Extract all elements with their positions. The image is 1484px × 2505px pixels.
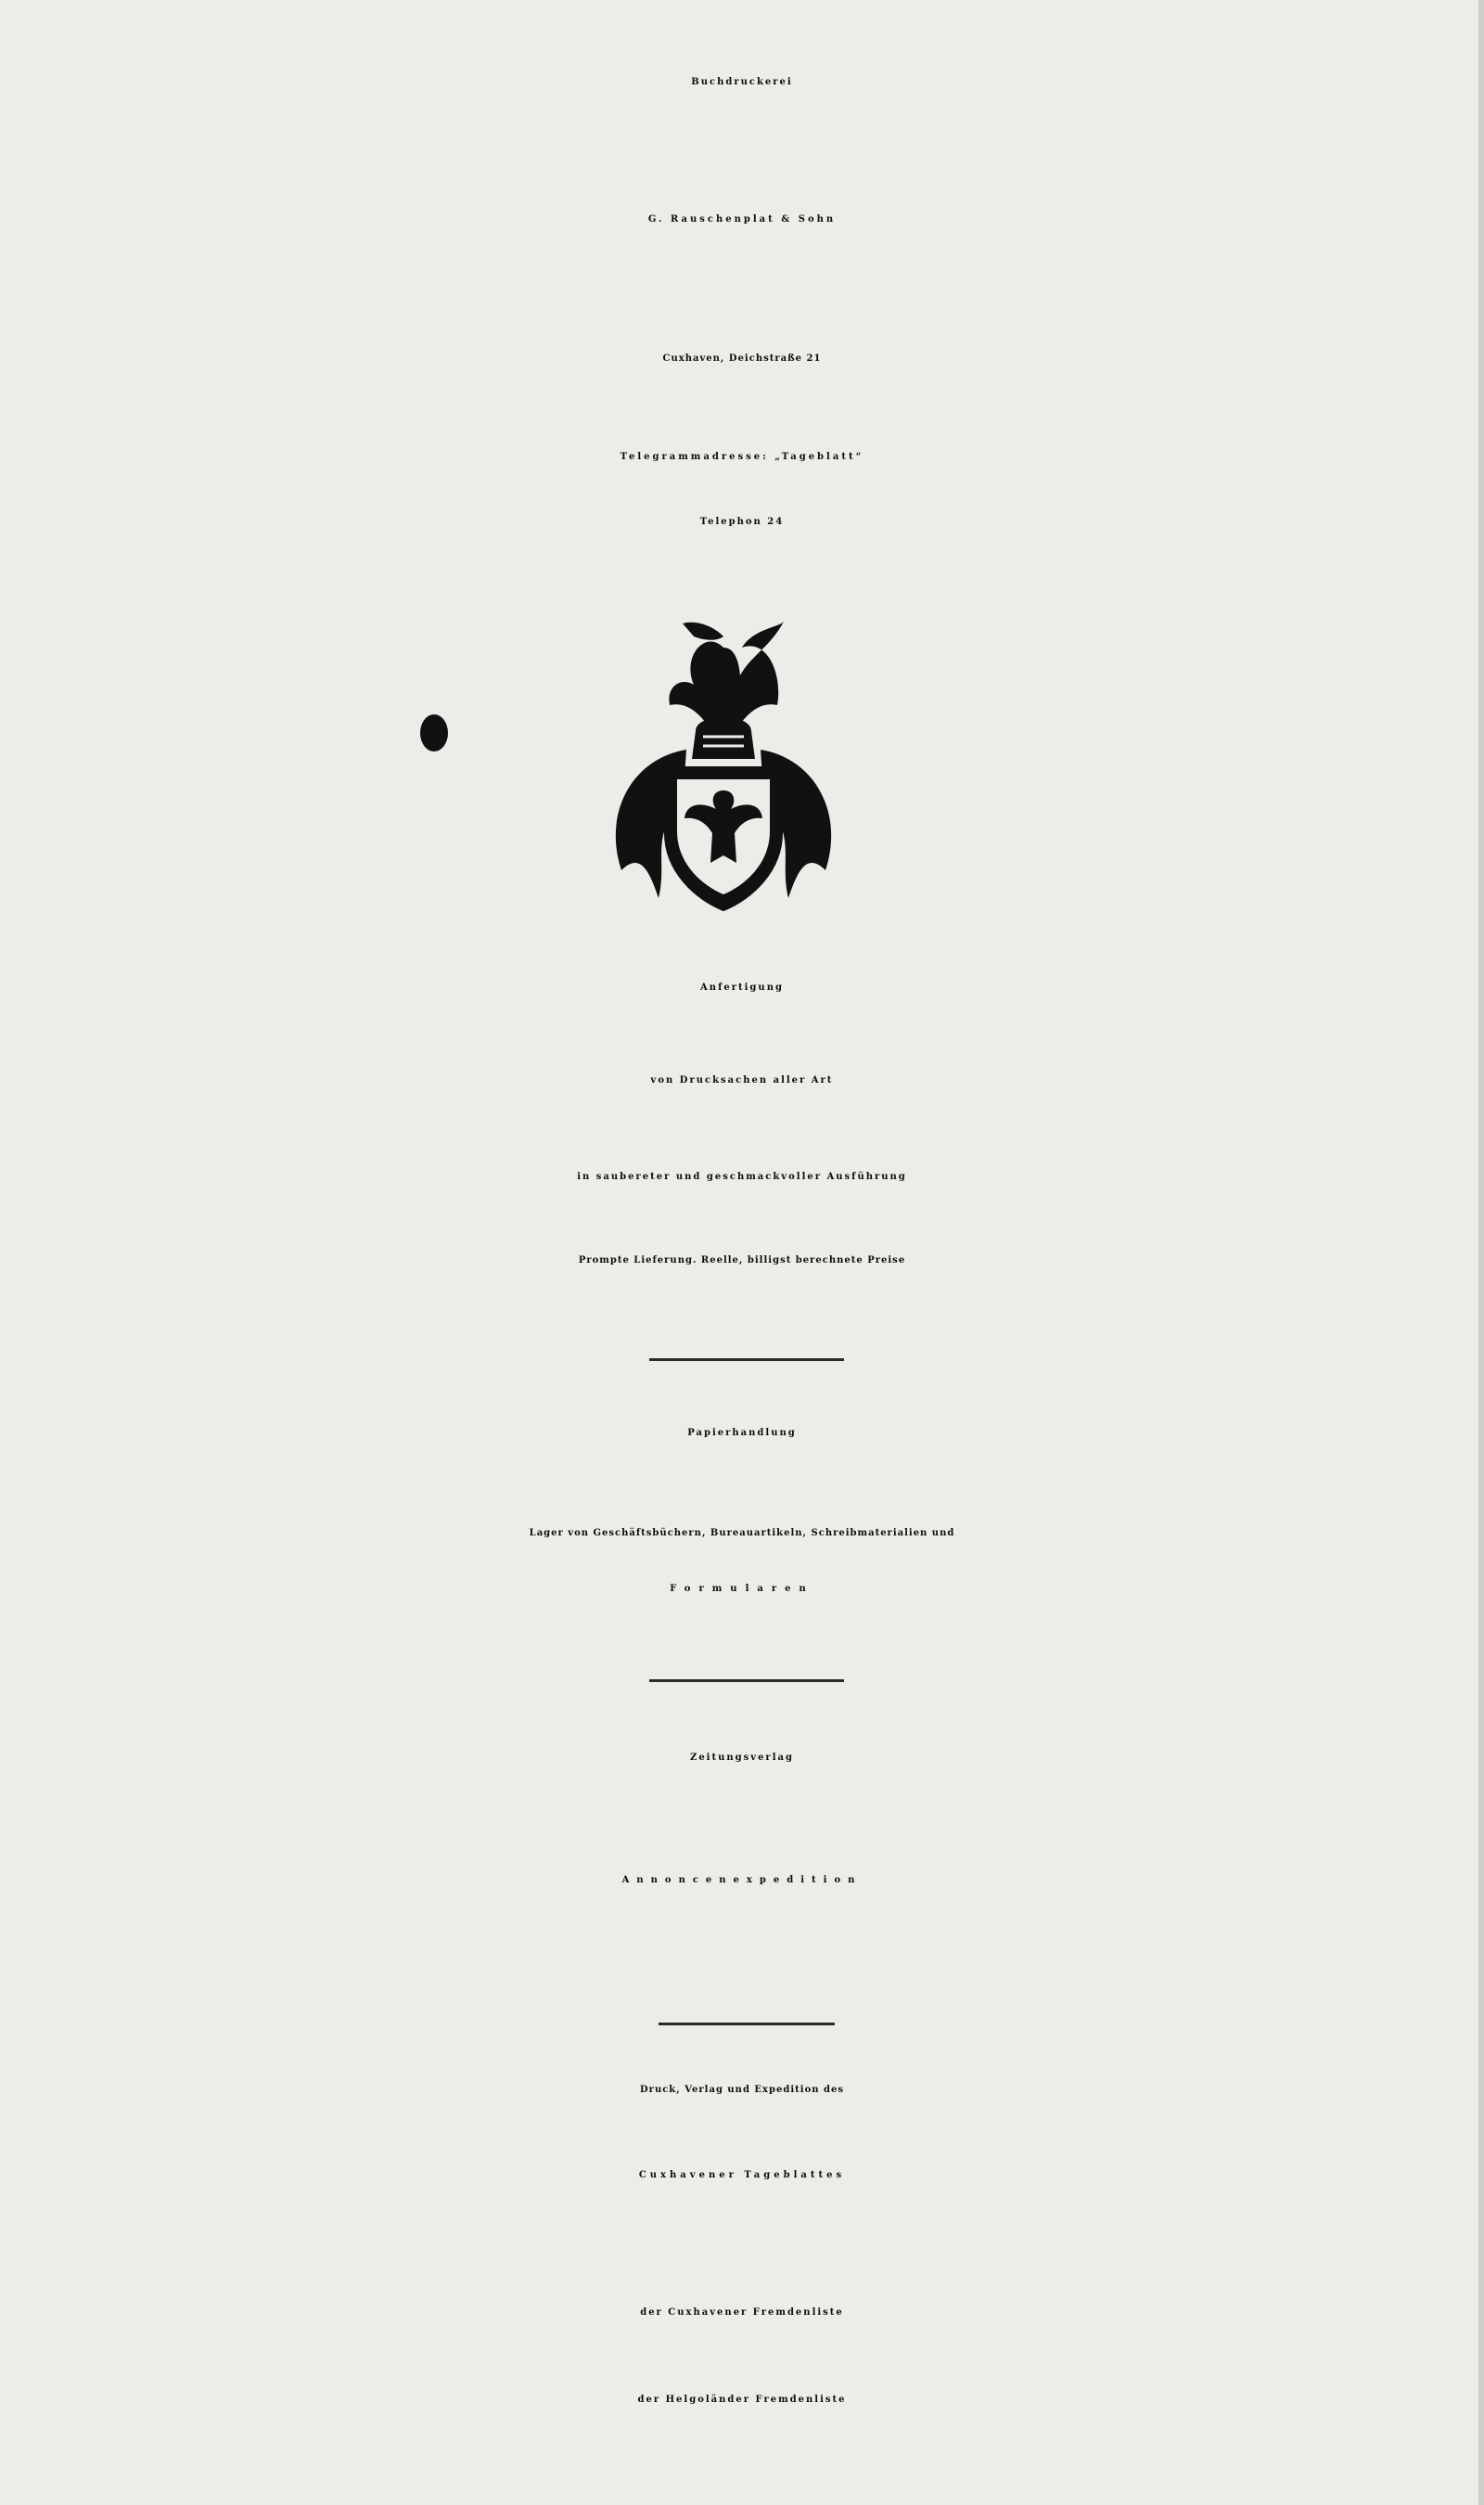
divider-rule (649, 1358, 844, 1361)
paper-shop-title: Papierhandlung (687, 1428, 797, 1438)
paper-shop-line-1: Lager von Geschäftsbüchern, Bureauartikeln, Schreibmaterialien und (529, 1528, 955, 1538)
printing-detail: in saubereter und geschmackvoller Ausführung (577, 1172, 907, 1182)
newspaper-title: Zeitungsverlag (690, 1753, 794, 1763)
paper-shop-line-2: Formularen (670, 1584, 814, 1594)
divider-rule (649, 1679, 844, 1682)
printing-subtitle: von Drucksachen aller Art (650, 1075, 834, 1086)
printing-title: Anfertigung (700, 983, 784, 993)
publication-line-2: der Cuxhavener Fremdenliste (640, 2307, 844, 2318)
header-telegram: Telegrammadresse: „Tageblatt“ (620, 452, 864, 462)
divider-rule (659, 2023, 835, 2025)
publication-line-3: der Helgoländer Fremdenliste (637, 2395, 847, 2405)
header-address: Cuxhaven, Deichstraße 21 (662, 353, 822, 364)
newspaper-subtitle: Annoncenexpedition (621, 1875, 863, 1885)
header-company-name: G. Rauschenplat & Sohn (647, 214, 837, 225)
header-telephone: Telephon 24 (699, 517, 785, 527)
coat-of-arms-eagle-icon (594, 620, 853, 917)
printing-note: Prompte Lieferung. Reelle, billigst berechnete Preise (578, 1255, 906, 1265)
publication-title: Cuxhavener Tageblattes (638, 2170, 846, 2180)
publication-intro: Druck, Verlag und Expedition des (640, 2085, 844, 2095)
header-business-type: Buchdruckerei (691, 77, 793, 87)
ink-dot (420, 714, 448, 752)
